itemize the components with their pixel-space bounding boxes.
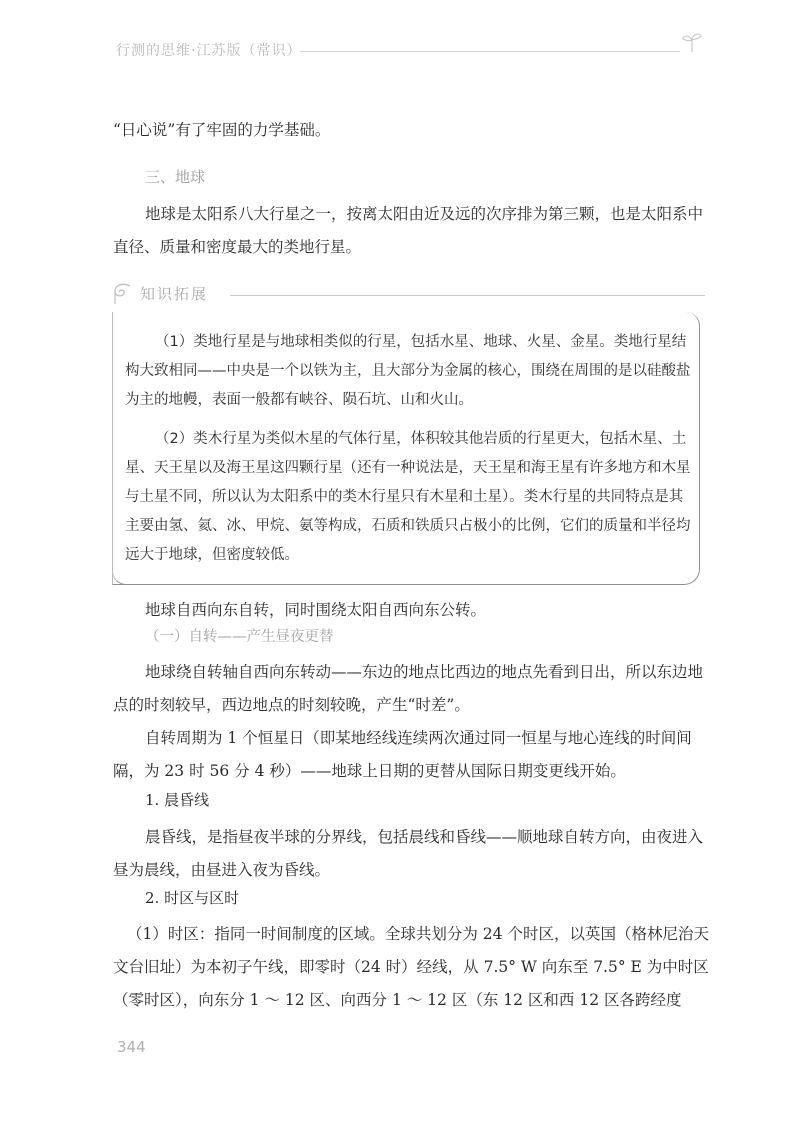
knowledge-para-terrestrial: （1）类地行星是与地球相类似的行星，包括水星、地球、火星、金星。类地行星结构大致相同——中央是一个以铁为主，且大部分为金属的核心，围绕在周围的是以硅酸盐为主的地幔，表面一般都有峡谷、陨石坑、山和火山。 [125, 334, 691, 408]
sprout-icon [680, 30, 704, 54]
item-timezone-label: 2. 时区与区时 [145, 889, 240, 907]
header-rule [300, 51, 680, 52]
header-title: 行测的思维·江苏版（常识） [116, 43, 302, 59]
item-terminator-label: 1. 晨昏线 [145, 791, 210, 809]
knowledge-box-title-rule [230, 295, 705, 296]
rotation-paragraph-1: 地球绕自转轴自西向东转动——东边的地点比西边的地点先看到日出，所以东边地点的时刻较早，西边地点的时刻较晚，产生“时差”。 [113, 663, 704, 714]
earth-paragraph: 地球是太阳系八大行星之一，按离太阳由近及远的次序排为第三颗，也是太阳系中直径、质量和密度最大的类地行星。 [113, 205, 704, 256]
knowledge-para-jovian: （2）类木行星为类似木星的气体行星，体积较其他岩质的行星更大，包括木星、土星、天王星以及海王星这四颗行星（还有一种说法是，天王星和海王星有许多地方和木星与土星不同，所以认为太阳系中的类木行星只有木星和土星）。类木行星的共同特点是其主要由氢、氦、冰、甲烷、氨等构成，石质和铁质只占极小的比例，它们的质量和半径均远大于地球，但密度较低。 [125, 431, 691, 563]
knowledge-box-title: 知识拓展 [140, 285, 209, 303]
timezone-paragraph: （1）时区：指同一时间制度的区域。全球共划分为 24 个时区，以英国（格林尼治天文台旧址）为本初子午线，即零时（24 时）经线，从 7.5° W 向东至 7.5° E 为中时区（零时区），向东分 1 ～ 12 区、向西分 1 ～ 12 区（东 12 区和西 12 区各跨经度 [113, 925, 709, 1009]
terminator-paragraph: 晨昏线，是指昼夜半球的分界线，包括晨线和昏线——顺地球自转方向，由夜进入昼为晨线，由昼进入夜为昏线。 [113, 828, 704, 879]
sub-heading-rotation: （一）自转——产生昼夜更替 [145, 629, 334, 645]
page-number: 344 [117, 1038, 146, 1056]
section-heading-earth: 三、地球 [145, 168, 206, 186]
intro-line: “日心说”有了牢固的力学基础。 [113, 121, 331, 139]
knowledge-box-title-row [110, 280, 710, 310]
curl-ornament-icon [110, 282, 136, 304]
rotation-paragraph-2: 自转周期为 1 个恒星日（即某地经线连续两次通过同一恒星与地心连线的时间间隔，为 23 时 56 分 4 秒）——地球上日期的更替从国际日期变更线开始。 [113, 729, 692, 780]
rotation-intro: 地球自西向东自转，同时围绕太阳自西向东公转。 [145, 601, 487, 619]
